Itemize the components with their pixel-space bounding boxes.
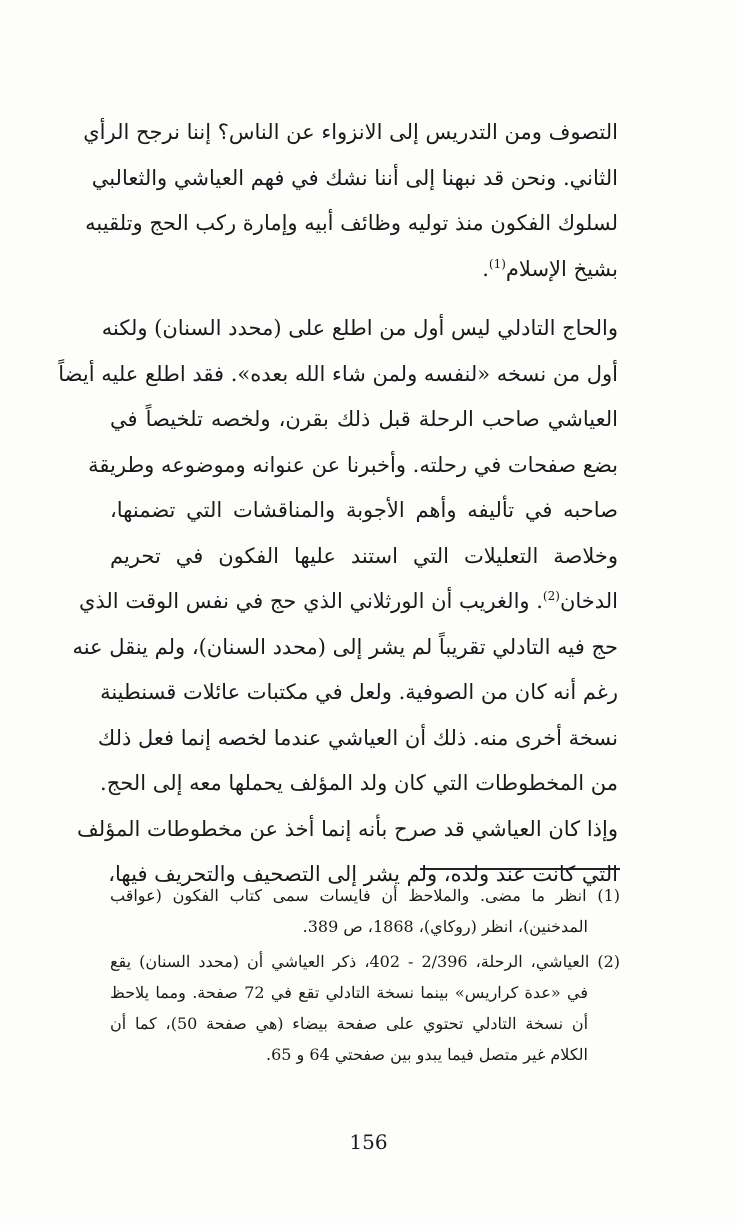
footnotes [110, 880, 620, 1074]
footnote-divider [420, 868, 620, 870]
text-line: العياشي صاحب الرحلة قبل ذلك بقرن، ولخصه تلخيصاً في [110, 407, 618, 431]
text-line: والحاج التادلي ليس أول من اطلع على (محدد السنان) ولكنه [101, 316, 618, 340]
footnote-line: أن نسخة التادلي تحتوي على صفحة بيضاء (هي صفحة 50)، كما أن [110, 1014, 589, 1033]
text-line: التي كانت عند ولده، ولم يشر إلى التصحيف والتحريف فيها، [108, 862, 618, 886]
footnote-line: (2) العياشي، الرحلة، 2/396 - 402، ذكر العياشي أن (محدد السنان) يقع [110, 952, 620, 971]
footnote-2 [110, 946, 620, 1070]
text-line: حج فيه التادلي تقريباً لم يشر إلى (محدد السنان)، ولم ينقل عنه [72, 634, 618, 659]
main-text [58, 110, 618, 898]
text-line: صاحبه في تأليفه وأهم الأجوبة والمناقشات التي تضمنها، [110, 498, 618, 522]
paragraph-gap [110, 292, 618, 306]
text-line: التصوف ومن التدريس إلى الانزواء عن الناس؟ إننا نرجح الرأي [83, 120, 618, 144]
text-fragment: بشيخ الإسلام [505, 256, 618, 281]
text-line [110, 247, 618, 293]
footnote-line: المدخنين)، انظر (روكاي)، 1868، ص 389. [302, 917, 588, 936]
text-line: الثاني. ونحن قد نبهنا إلى أننا نشك في فهم العياشي والثعالبي [91, 165, 618, 190]
text-line: وخلاصة التعليلات التي استند عليها الفكون في تحريم [110, 543, 618, 568]
text-fragment: . [482, 256, 489, 281]
text-fragment: . والغريب أن الورثلاني الذي حج في نفس الوقت الذي [78, 589, 543, 613]
text-line: رغم أنه كان من الصوفية. ولعل في مكتبات عائلات قسنطينة [100, 680, 618, 704]
page-number: 156 [349, 1130, 388, 1154]
text-fragment: الدخان [559, 589, 618, 613]
text-line [78, 579, 618, 625]
footnote-ref-2[interactable]: (2) [542, 589, 560, 603]
footnote-line: (1) انظر ما مضى. والملاحظ أن فايسات سمى كتاب الفكون (عواقب [110, 886, 620, 905]
footnote-line: الكلام غير متصل فيما يبدو بين صفحتي 64 و 65. [266, 1045, 588, 1064]
paragraph-1 [83, 110, 618, 292]
footnote-ref-1[interactable]: (1) [488, 256, 506, 271]
text-line: نسخة أخرى منه. ذلك أن العياشي عندما لخصه إنما فعل ذلك [97, 725, 618, 750]
text-line: أول من نسخه «لنفسه ولمن شاء الله بعده». فقد اطلع عليه أيضاً [58, 361, 618, 386]
text-line: بضع صفحات في رحلته. وأخبرنا عن عنوانه وموضوعه وطريقة [88, 452, 618, 477]
text-line: لسلوك الفكون منذ توليه وظائف أبيه وإمارة ركب الحج وتلقيبه [85, 211, 618, 235]
text-line: وإذا كان العياشي قد صرح بأنه إنما أخذ عن مخطوطات المؤلف [76, 816, 618, 841]
footnote-1 [110, 880, 620, 942]
text-line: من المخطوطات التي كان ولد المؤلف يحملها معه إلى الحج. [100, 771, 618, 795]
footnote-line: في «عدة كراريس» بينما نسخة التادلي تقع في 72 صفحة. ومما يلاحظ [110, 983, 588, 1002]
paragraph-2 [58, 306, 618, 898]
